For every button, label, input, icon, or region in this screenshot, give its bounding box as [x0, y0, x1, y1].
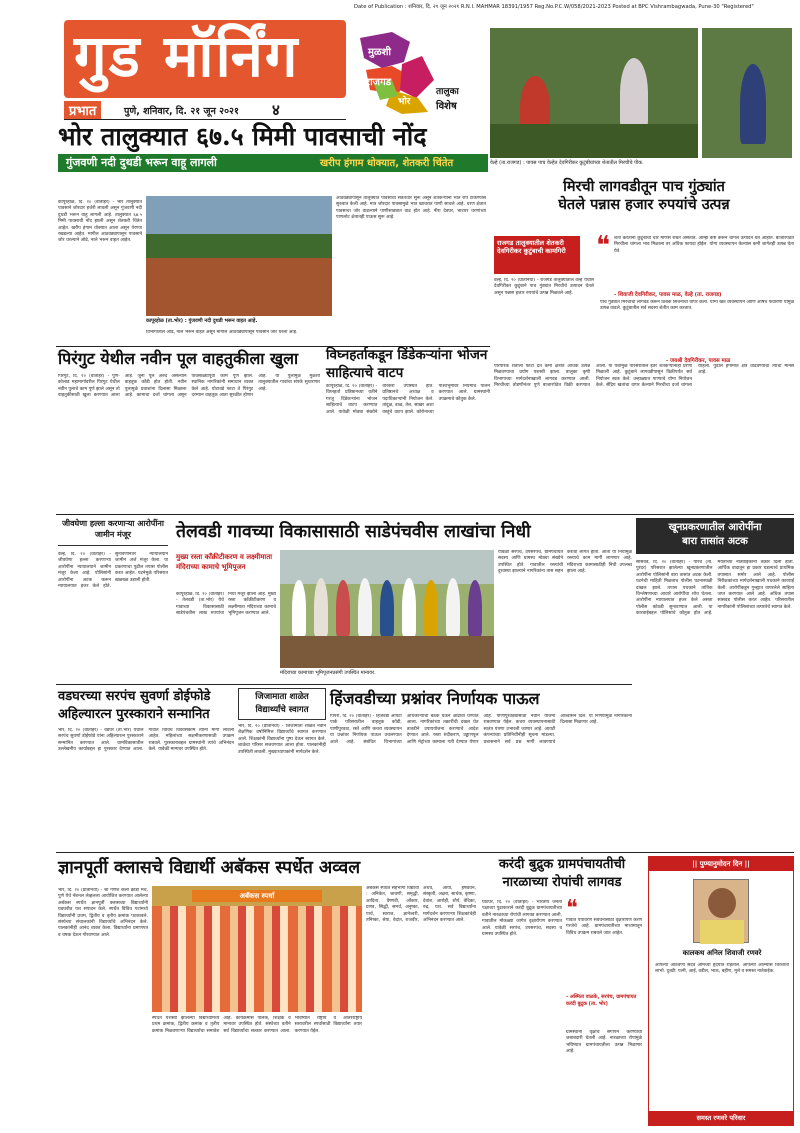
- river-photo-caption: कापूरहोळ (ता.भोर) : गुंजवणी नदी दुथडी भरून वाहत आहे.: [146, 318, 258, 324]
- gyanpurti-text-3: अबॅकस स्पर्धेत सहभागी विद्यार्थी : अनिकेत, श्रावणी, समृद्धी, आदित्य, वैष्णवी, ओंकार, प्रणव, सिद्धी, समर्थ, अनुष्का, पार्थ, स्वराज, ज्ञानेश्वरी, तनिष्का, श्रेया, वेदांत, राजवीर, अथर्व, आर्या, हर्षवर्धन, संस्कृती, अक्षरा, सार्थक, कृष्णा, देवांश, आरोही, शौर्य, वेदिका, रुद्र, यश. सर्व विद्यार्थ्यांना मार्गदर्शन करणाऱ्या शिक्षकांचेही अभिनंदन करण्यात आले.: [366, 886, 476, 924]
- vighnaharta-text: कापूरहोळ, दि. २० (वार्ताहर) - विघ्नहर्ता प्रतिष्ठानच्या वतीने गरजू दिंडेकऱ्यांना भोजन साहित्याचे वाटप करण्यात आले. यावेळी मोठ्या संख्येने वारकरी उपस्थित होते. प्रतिष्ठानचे अध्यक्ष व पदाधिकाऱ्यांनी नियोजन केले. तांदूळ, डाळ, तेल, साखर अशा वस्तूंचे वाटप झाले. कोरोनाच्या पार्श्वभूमीवर नियमांचे पालन करण्यात आले. ग्रामस्थांनी उपक्रमाचे कौतुक केले.: [326, 384, 490, 415]
- karandi-headline-1: करंदी बुद्रुक ग्रामपंचायतीची: [498, 857, 626, 872]
- map-label-vishesh: विशेष: [436, 101, 457, 112]
- jijamata-headline-box: [238, 688, 326, 720]
- river-flood-photo: [146, 196, 332, 316]
- hinjewadi-text: पिंपरी, दि. २० (वार्ताहर) - हिंजवडी आयटी पार्क परिसरातील वाहतूक कोंडी, पाणीपुरवठा, रस्ते आणि कचरा व्यवस्थापन या प्रश्नांवर निर्णायक पाऊल उचलण्यात आले आहे. संबंधित विभागांच्या अधिकाऱ्यांची बैठक घेऊन आढावा घेण्यात आला. नागरिकांच्या तक्रारींची दखल घेत तातडीने उपाययोजना करण्याचे आदेश देण्यात आले. रस्ता रुंदीकरण, उड्डाणपूल आणि मेट्रोच्या कामाला गती देण्यात येणार आहे. पाणीपुरवठ्यासाठी नवीन योजना राबवण्यात येईल. कचरा व्यवस्थापनासाठी स्वतंत्र यंत्रणा उभारली जाणार आहे. आयटी कंपन्यांच्या प्रतिनिधींनीही सूचना मांडल्या. प्रशासनाने सर्व प्रश्न मार्गी लावण्याचे आश्वासन दिले. या निर्णयामुळे नागरिकांना दिलासा मिळणार आहे.: [330, 714, 632, 745]
- divider: [56, 684, 632, 685]
- jijamata-headline-1: जिजामाता शाळेत: [255, 692, 309, 702]
- telwadi-text-2: यावेळी सरपंच, उपसरपंच, ग्रामपंचायत सदस्य आणि ग्रामस्थ मोठ्या संख्येने उपस्थित होते. गावातील रस्त्यांची दुरवस्था झाल्याने नागरिकांना त्रास सहन करावा लागत होता. आता या निधीमुळे रस्त्याचे काम मार्गी लागणार आहे. मंदिराच्या कामासाठीही निधी उपलब्ध झाला आहे.: [498, 550, 632, 575]
- pirangut-headline: पिरंगुट येथील नवीन पूल वाहतुकीला खुला: [58, 349, 299, 368]
- lead-strap: [58, 154, 488, 172]
- gyanpurti-headline: ज्ञानपूर्ती क्लासचे विद्यार्थी अबॅकस स्पर्धेत अव्वल: [58, 858, 361, 878]
- vadghar-headline-2: अहिल्यारत्न पुरस्काराने सन्मानित: [58, 707, 210, 722]
- bail-headline: जीवघेणा हल्ला करणाऱ्या आरोपींना जामीन मंजूर: [58, 518, 168, 546]
- murder-headline-1: खूनप्रकरणातील आरोपींना: [668, 522, 762, 533]
- chilli-quote-by-2: - जयश्री देवगिरीकर, पावस माळ: [666, 358, 731, 364]
- jijamata-headline-2: विद्यार्थ्यांचे स्वागत: [255, 705, 309, 715]
- obituary-portrait: [693, 879, 749, 943]
- chilli-farm-photo: [490, 28, 698, 158]
- gyanpurti-text-2: स्पर्धेत यशस्वी झालेल्या विद्यार्थ्यांमध्ये प्रथम क्रमांक, द्वितीय क्रमांक व तृतीय क्रमांक मिळवणाऱ्या विद्यार्थ्यांचा समावेश आहे. कार्यक्रमास पालक, शिक्षक व मान्यवर उपस्थित होते. संस्थेच्या वतीने सर्व विद्यार्थ्यांचा सत्कार करण्यात आला. भविष्यात राष्ट्रीय व आंतरराष्ट्रीय स्तरावरील स्पर्धांसाठी विद्यार्थ्यांना तयार करण्यात येईल.: [152, 1016, 362, 1034]
- hinjewadi-headline: हिंजवडीच्या प्रश्नांवर निर्णायक पाऊल: [330, 689, 540, 708]
- pirangut-text: पिरंगुट, दि. २० (वार्ताहर) - पुणे-कोलाड महामार्गावरील पिरंगुट येथील नवीन पुलाचे काम पूर्ण झाले असून तो वाहतुकीसाठी खुला करण्यात आला आहे. जुना पूल अरुंद असल्याने वाहतूक कोंडी होत होती. नवीन पुलामुळे प्रवाशांना दिलासा मिळाला आहे. कामाचा दर्जा चांगला असून पावसाळ्यापूर्वी काम पूर्ण झाले. स्थानिक नागरिकांनी समाधान व्यक्त केले आहे. घोटावडे फाटा ते पिरंगुट दरम्यान वाहतूक आता सुरळीत होणार आहे. या पुलामुळे मुळशी तालुक्यातील गावांचा संपर्क सुधारणार आहे.: [58, 374, 320, 399]
- divider: [56, 514, 794, 515]
- map-label-taluka: तालुका: [436, 87, 459, 97]
- publication-date-line: Date of Publication : शनिवार, दि. २१ जून २०२१ R.N.I. MAHMAR 18391/1957 Reg.No.P.C.W/058/2021-2023 Posted at BPC Vishrambagwada, Pune-30 "Registered": [354, 4, 754, 10]
- brand-logo: प्रभात: [64, 101, 101, 119]
- quote-mark: ❝: [566, 896, 578, 921]
- obituary-banner: || पुण्यानुमोदन दिन ||: [649, 857, 793, 871]
- masthead-box: [64, 20, 346, 98]
- chilli-text-col-2: पाच गुंठ्यांत मिरचीची लागवड करून ठिबक सिंचनाचा वापर केला. योग्य खत व्यवस्थापन आणि औषध फवारणी यामुळे उत्पन्न वाढले. कुटुंबातील सर्व सदस्य शेतीत काम करतात.: [600, 300, 794, 312]
- jijamata-text: भोर, दि. २० (प्रतिनिधी) - जिजामाता शाळेत नवीन शैक्षणिक वर्षानिमित्त विद्यार्थ्यांचे स्वागत करण्यात आले. शिक्षकांनी विद्यार्थ्यांना पुष्प देऊन स्वागत केले. शाळेचा परिसर सजवण्यात आला होता. पालकांनीही उपस्थिती लावली. मुख्याध्यापकांनी मार्गदर्शन केले.: [238, 724, 326, 755]
- telwadi-headline: तेलवडी गावच्या विकासासाठी साडेपंचवीस लाखांचा निधी: [176, 522, 531, 542]
- bail-text: वेल्हे, दि. २० (वार्ताहर) - जीवघेणा हल्ला करणाऱ्या आरोपींना न्यायालयाने जामीन मंजूर केला आहे. पोलिसांनी आरोपींना अटक करून न्यायालयात हजर केले होते. सुनावणीनंतर न्यायालयाने जामीन अर्ज मंजूर केला. या प्रकरणाचा पुढील तपास पोलीस करत आहेत. घटनेमुळे परिसरात खळबळ उडाली होती.: [58, 552, 168, 590]
- quote-mark: ❝: [596, 231, 610, 261]
- karandi-headline-2: नारळाच्या रोपांची लागवड: [502, 875, 622, 890]
- vadghar-headline-1: वडघरच्या सरपंच सुवर्णा डोईफोडे: [58, 689, 211, 704]
- obituary-name: कालकथ अनिल शिवाजी रणवरे: [682, 949, 762, 957]
- page-number: ४: [272, 101, 280, 119]
- chilli-quote-by-1: - शिवाजी देवगिरीकर, पावस माळ, वेल्हे (ता. राजगड): [614, 292, 722, 298]
- karandi-quote-text: गावात पर्यावरण संवर्धनासाठी वृक्षारोपण करणे गरजेचे आहे. ग्रामपंचायतीच्या माध्यमातून विविध उपक्रम राबवले जात आहेत.: [566, 918, 642, 936]
- karandi-text-1: घाटघर, दि. २० (वार्ताहर) - भारतीय जनता पक्षाच्या पुढाकाराने करंदी बुद्रुक ग्रामपंचायतीच्या वतीने नारळाच्या रोपांची लागवड करण्यात आली. गावातील मोकळ्या जागेत वृक्षारोपण करण्यात आले. यावेळी सरपंच, उपसरपंच, सदस्य व ग्रामस्थ उपस्थित होते.: [482, 900, 562, 938]
- telwadi-text-1: कापूरहोळ, दि. २० (वार्ताहर) - तेलवडी (ता.भोर) येथे गावाच्या विकासासाठी साडेपंचवीस लाख रुपयांचा निधी मंजूर झाला आहे. मुख्य रस्ता काँक्रीटीकरण व लक्ष्मीमाता मंदिराच्या कामाचे भूमिपूजन करण्यात आले.: [176, 592, 276, 617]
- dateline: पुणे, शनिवार, दि. २१ जून २०२१: [124, 106, 239, 117]
- telwadi-photo-caption: मंदिराच्या कामाच्या भूमिपूजनप्रसंगी उपस्थित मान्यवर.: [280, 670, 376, 676]
- lead-headline: भोर तालुक्यात ६७.५ मिमी पावसाची नोंद: [58, 122, 427, 151]
- lead-strap-left: गुंजवणी नदी दुथडी भरून वाहू लागली: [66, 156, 217, 169]
- masthead-subline: [64, 100, 346, 120]
- gyanpurti-text-1: भोर, दि. २० (प्रतिनिधी) - श्री गणेश कला क्रीडा मंच, पुणे येथे नॅशनल लेव्हलला आयोजित करण्यात आलेल्या अबॅकस स्पर्धेत ज्ञानपूर्ती क्लासच्या विद्यार्थ्यांनी घवघवीत यश संपादन केले. स्पर्धेत विविध गटांमध्ये विद्यार्थ्यांनी प्रथम, द्वितीय व तृतीय क्रमांक पटकावले. संस्थेच्या संचालकांनी विद्यार्थ्यांचे अभिनंदन केले. पालकांनीही आनंद व्यक्त केला. विद्यार्थ्यांना प्रमाणपत्र व चषक देऊन गौरवण्यात आले.: [58, 888, 148, 938]
- karandi-text-2: ग्रामस्थांनी वृक्षांचे संगोपन करण्याची जबाबदारी घेतली आहे. नारळाच्या रोपांमुळे भविष्यात ग्रामपंचायतीला उत्पन्न मिळणार आहे.: [566, 1030, 642, 1055]
- karandi-quote-by: - अस्मिता वाळके, सरपंच, ग्रामपंचायत करंदी बुद्रुक (ता. भोर): [566, 994, 637, 1007]
- telwadi-event-photo: [280, 550, 494, 668]
- murder-text: सासवड, दि. २० (वार्ताहर) - परिंचे (ता. पुरंदर) परिसरात झालेल्या खूनप्रकरणातील आरोपींना पोलिसांनी बारा तासांत अटक केली. घटनेची माहिती मिळताच पोलीस घटनास्थळी दाखल झाले. तपास पथकाने तांत्रिक विश्लेषणाच्या आधारे आरोपींचा शोध घेतला. आरोपींना न्यायालयात हजर केले असता पोलीस कोठडी सुनावण्यात आली. या कारवाईबद्दल पोलिसांचे कौतुक होत आहे. मयताच्या नातेवाइकांनी तक्रार दिली होती. आर्थिक वादातून हा प्रकार घडल्याचे प्राथमिक तपासात समोर आले आहे. पोलीस निरीक्षकांच्या मार्गदर्शनाखाली पथकाने कारवाई केली. आरोपींकडून गुन्ह्यात वापरलेले साहित्य जप्त करण्यात आले आहे. अधिक तपास सासवड पोलीस करत आहेत. परिसरातील नागरिकांनी पोलिसांच्या तत्परतेचे स्वागत केले.: [636, 560, 794, 617]
- map-label-mulshi: मुळशी: [368, 47, 391, 58]
- lead-text-col-3: आठवड्यापासून तालुक्यात पावसाची संततधार सुरू असून शेतकऱ्यांनी भात रोपे टाकण्यास सुरुवात केली आहे. मात्र जोरदार पावसामुळे भात खाचरात पाणी साचले आहे. धरण क्षेत्रात पावसाचा जोर वाढल्याने पाणीसाठ्यात वाढ होत आहे. नीरा देवघर, भाटघर धरणांच्या पाणलोट क्षेत्रातही पाऊस सुरू आहे.: [336, 196, 486, 221]
- chilli-quote-text: शेती करताना कुटुंबाची चार माणसे राबत असतात. आम्ही कष्ट करून चांगले उत्पादन घेत आहोत. बाजारपेठेत मिरचीला चांगला भाव मिळाला तर अधिक फायदा होईल. योग्य व्यवस्थापन केल्यास कमी जागेतही उत्पन्न घेता येते.: [614, 236, 794, 254]
- murder-headline-box: [636, 518, 794, 554]
- abacus-group-photo: [152, 886, 362, 1012]
- murder-headline-2: बारा तासांत अटक: [682, 536, 748, 547]
- map-label-rajgad: राजगड: [366, 77, 392, 88]
- lead-strap-right: खरीप हंगाम धोक्यात, शेतकरी चिंतेत: [320, 158, 454, 169]
- chilli-text-col-1: वेल्हे, दि. २० (प्रतिनिधी) - राजगड तालुक्यातील वेल्हे येथील देवगिरीकर कुटुंबाने पाच गुंठ्यांत मिरचीचे उत्पादन घेतले असून पन्नास हजार रुपयांचे उत्पन्न मिळवले आहे.: [494, 278, 594, 296]
- chilli-tag-box: राजगड तालुक्यातील शेतकरी देवगिरीकर कुटुंबाची कामगिरी: [494, 236, 580, 274]
- chilli-headline-1: मिरची लागवडीतून पाच गुंठ्यांत: [563, 178, 725, 195]
- abacus-banner: अबॅकस स्पर्धा: [192, 890, 322, 902]
- vighnaharta-headline: विघ्नहर्ताकडून डिंडेकऱ्यांना भोजन साहित्याचे वाटप: [326, 347, 488, 381]
- chilli-farm-photo-2: [702, 28, 792, 158]
- telwadi-subhead: मुख्य रस्ता काँक्रीटीकरण व लक्ष्मीमाता मंदिराच्या कामाचे भूमिपूजन: [176, 553, 273, 571]
- chilli-text-body: पारंपरिक शेतीला फाटा देत कमी क्षेत्रात अधिक उत्पन्न मिळवण्याचा प्रयोग यशस्वी झाला. तालुका कृषी विभागाच्या मार्गदर्शनाखाली लागवड करण्यात आली. मिरचीच्या तोडणीनंतर पुणे बाजारपेठेत विक्री करण्यात आली. या यशामुळे परिसरातील इतर शेतकऱ्यांनाही प्रेरणा मिळाली आहे. कुटुंबाने लागवडीपासून विक्रीपर्यंत सर्व नियोजन स्वतः केले. उन्हाळ्यात पाण्याचे योग्य नियोजन केले. सेंद्रिय खतांचा वापर केल्याने मिरचीचा दर्जा चांगला राहिला. पुढील हंगामात क्षेत्र वाढवण्याचा त्यांचा मानस आहे.: [494, 364, 794, 389]
- vadghar-text: भोर, दि. २० (वार्ताहर) - वडघर (ता.भोर) येथील सरपंच सुवर्णा डोईफोडे यांना अहिल्यारत्न पुरस्काराने सन्मानित करण्यात आले. ग्रामविकासातील उल्लेखनीय कार्याबद्दल हा पुरस्कार देण्यात आला. गावात विविध विकासकामे त्यांनी मार्गी लावली आहेत. महिलांच्या सक्षमीकरणासाठी उपक्रम राबवले. पुरस्काराबद्दल ग्रामस्थांनी त्यांचे अभिनंदन केले. यावेळी मान्यवर उपस्थित होते.: [58, 728, 234, 753]
- chilli-photo-caption: वेल्हे (ता.राजगड) : पावस पाच वेल्हेत देवगिरीकर कुटुंबीयांच्या शेतातील मिरचीचे पीक.: [490, 160, 644, 166]
- chilli-headline-2: घेतले पन्नास हजार रुपयांचे उत्पन्न: [558, 196, 730, 213]
- obituary-text: आपल्या आठवणी सदैव आमच्या हृदयात राहतील. आपल्या आत्म्यास चिरशांती लाभो. दुःखी: पत्नी, आई, वडील, भाऊ, बहीण, मुले व समस्त नातेवाईक.: [655, 963, 789, 975]
- lead-text-col-1: कापूरहोळ, दि. २० (वार्ताहर) - भोर तालुक्यात पावसाने जोरदार हजेरी लावली असून गुंजवणी नदी दुथडी भरून वाहू लागली आहे. तालुक्यात ६७.५ मिमी पावसाची नोंद झाली असून शेतकरी चिंतेत आहेत. खरीप हंगाम धोक्यात आला असून पेरण्या रखडल्या आहेत. मागील आठवड्यापासून पावसाने जोर धरल्याने ओढे, नाले भरून वाहत आहेत.: [58, 200, 142, 244]
- taluka-map-graphic: [352, 28, 482, 116]
- obituary-family: समस्त रणवरे परिवार: [649, 1111, 793, 1125]
- masthead-title: गुड मॉर्निंग: [74, 22, 300, 90]
- map-label-bhor: भोर: [398, 97, 411, 107]
- divider: [56, 852, 794, 853]
- obituary-box: [648, 856, 794, 1126]
- lead-text-under-photo: विभागातील ओढे, नाले भरून वाहत असून मागील आठवड्यापासून पावसाने जोर धरला आहे.: [146, 330, 298, 335]
